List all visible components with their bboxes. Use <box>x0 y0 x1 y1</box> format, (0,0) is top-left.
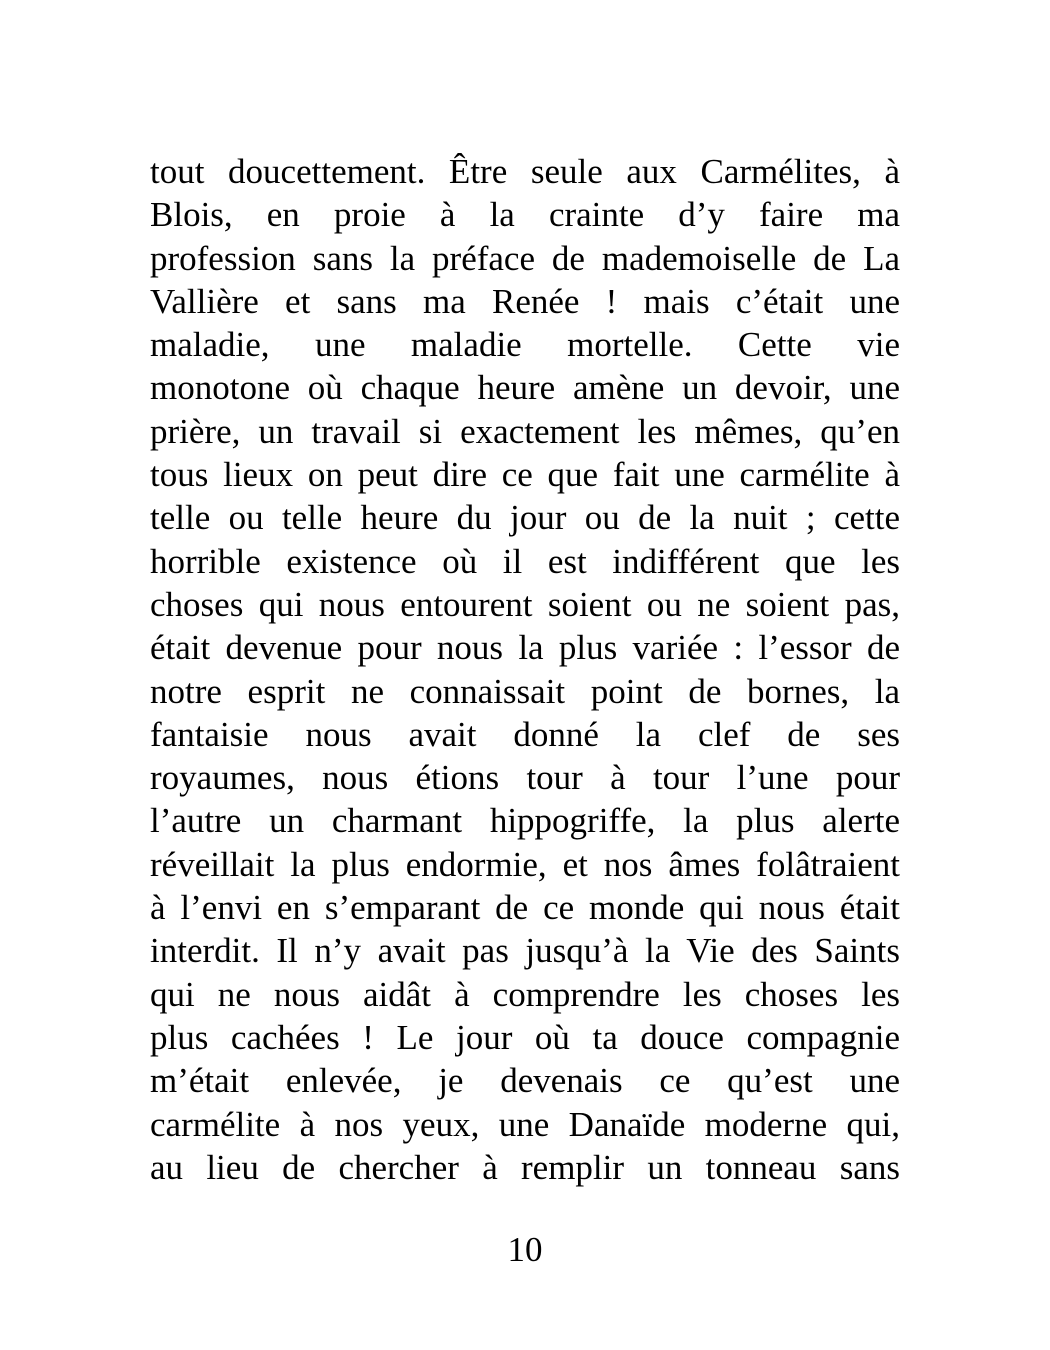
text-line: choses qui nous entourent soient ou ne soient pas, <box>150 584 900 624</box>
text-line: qui ne nous aidât à comprendre les choses les <box>150 974 900 1014</box>
text-line: telle ou telle heure du jour ou de la nuit ; cette <box>150 498 900 538</box>
text-line: à l’envi en s’emparant de ce monde qui nous était <box>150 888 900 928</box>
text-line: carmélite à nos yeux, une Danaïde moderne qui, <box>150 1104 900 1144</box>
text-line: prière, un travail si exactement les mêmes, qu’en <box>150 411 900 451</box>
text-line: tous lieux on peut dire ce que fait une carmélite à <box>150 455 900 495</box>
text-line: horrible existence où il est indifférent que les <box>150 541 900 581</box>
text-line: m’était enlevée, je devenais ce qu’est une <box>150 1061 900 1101</box>
text-line: Blois, en proie à la crainte d’y faire ma <box>150 195 900 235</box>
text-line: monotone où chaque heure amène un devoir, une <box>150 368 900 408</box>
text-line: Vallière et sans ma Renée ! mais c’était une <box>150 281 900 321</box>
text-line: était devenue pour nous la plus variée : l’essor de <box>150 628 900 668</box>
text-line: tout doucettement. Être seule aux Carmélites, à <box>150 152 900 191</box>
text-line: interdit. Il n’y avait pas jusqu’à la Vie des Saints <box>150 931 900 971</box>
text-line: maladie, une maladie mortelle. Cette vie <box>150 325 900 365</box>
text-line: royaumes, nous étions tour à tour l’une pour <box>150 758 900 798</box>
body-text <box>150 150 900 1189</box>
page-number: 10 <box>507 1230 543 1269</box>
text-line: au lieu de chercher à remplir un tonneau sans <box>150 1147 900 1187</box>
text-line: fantaisie nous avait donné la clef de ses <box>150 714 900 754</box>
text-line: l’autre un charmant hippogriffe, la plus alerte <box>150 801 900 841</box>
text-line: notre esprit ne connaissait point de bornes, la <box>150 671 900 711</box>
text-line: profession sans la préface de mademoiselle de La <box>150 238 900 278</box>
text-line: réveillait la plus endormie, et nos âmes folâtraient <box>150 844 900 884</box>
text-line: plus cachées ! Le jour où ta douce compagnie <box>150 1017 900 1057</box>
